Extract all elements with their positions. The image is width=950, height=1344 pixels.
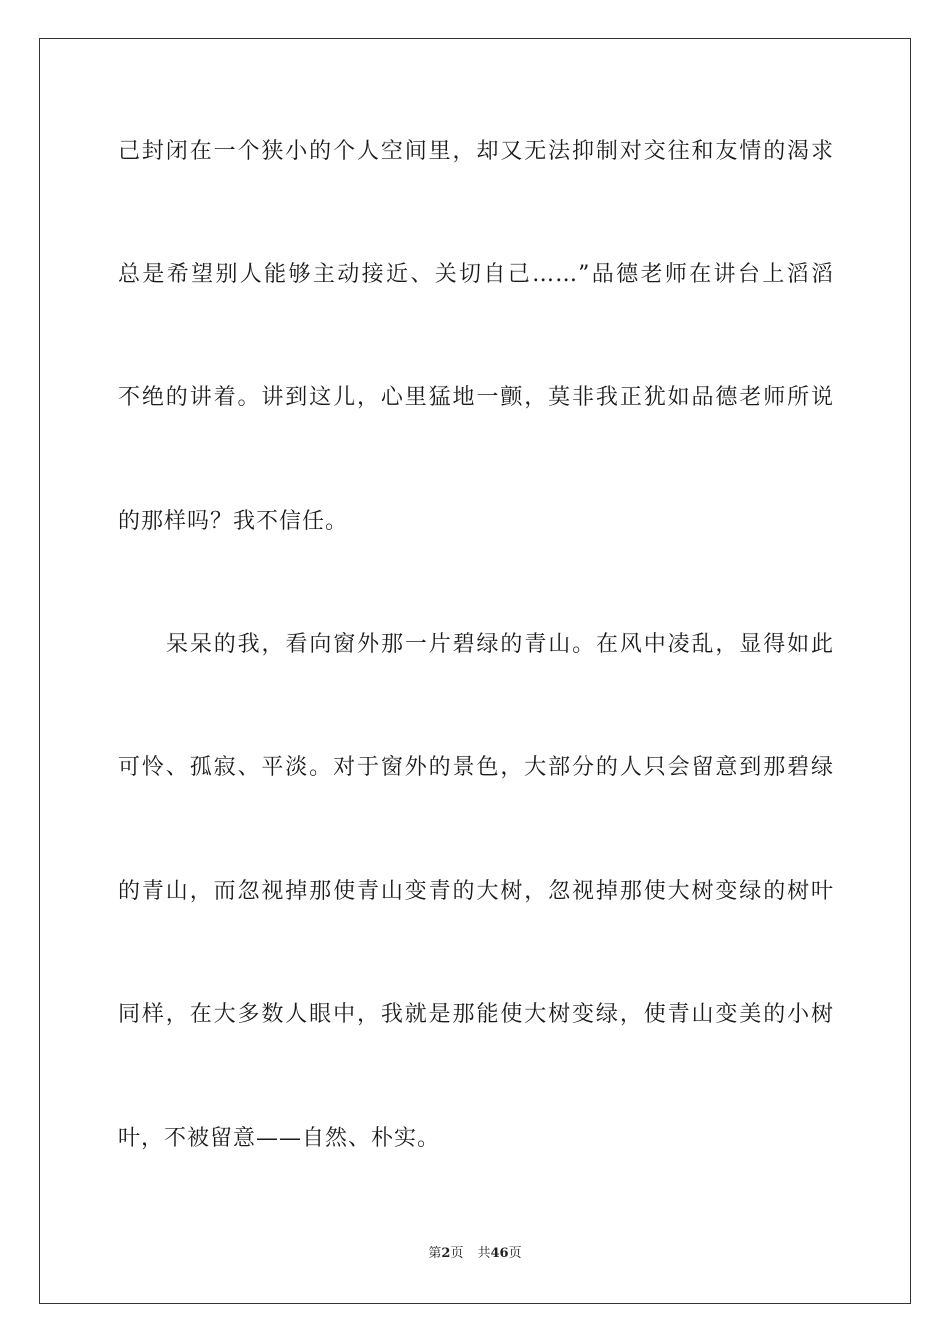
- total-prefix: 共: [477, 1246, 491, 1261]
- total-pages: 46: [490, 1246, 509, 1261]
- text-line: 不绝的讲着。讲到这儿，心里猛地一颤，莫非我正犹如品德老师所说: [118, 385, 834, 410]
- text-line: 可怜、孤寂、平淡。对于窗外的景色，大部分的人只会留意到那碧绿: [118, 755, 834, 780]
- total-suffix: 页: [508, 1246, 522, 1261]
- page-footer: [0, 1245, 950, 1263]
- text-line: 己封闭在一个狭小的个人空间里，却又无法抑制对交往和友情的渴求: [118, 139, 834, 164]
- page-number: 2: [441, 1246, 451, 1261]
- text-line: 的青山，而忽视掉那使青山变青的大树，忽视掉那使大树变绿的树叶: [118, 879, 834, 904]
- text-line: 总是希望别人能够主动接近、关切自己……”品德老师在讲台上滔滔: [118, 262, 834, 287]
- page-border: [39, 38, 911, 1304]
- paragraph-start-line: 呆呆的我，看向窗外那一片碧绿的青山。在风中凌乱，显得如此: [166, 632, 834, 657]
- page-prefix: 第: [428, 1246, 442, 1261]
- text-line: 的那样吗？我不信任。: [118, 509, 349, 534]
- page-suffix: 页: [450, 1246, 464, 1261]
- text-line: 叶，不被留意——自然、朴实。: [118, 1126, 441, 1151]
- text-line: 同样，在大多数人眼中，我就是那能使大树变绿，使青山变美的小树: [118, 1002, 834, 1027]
